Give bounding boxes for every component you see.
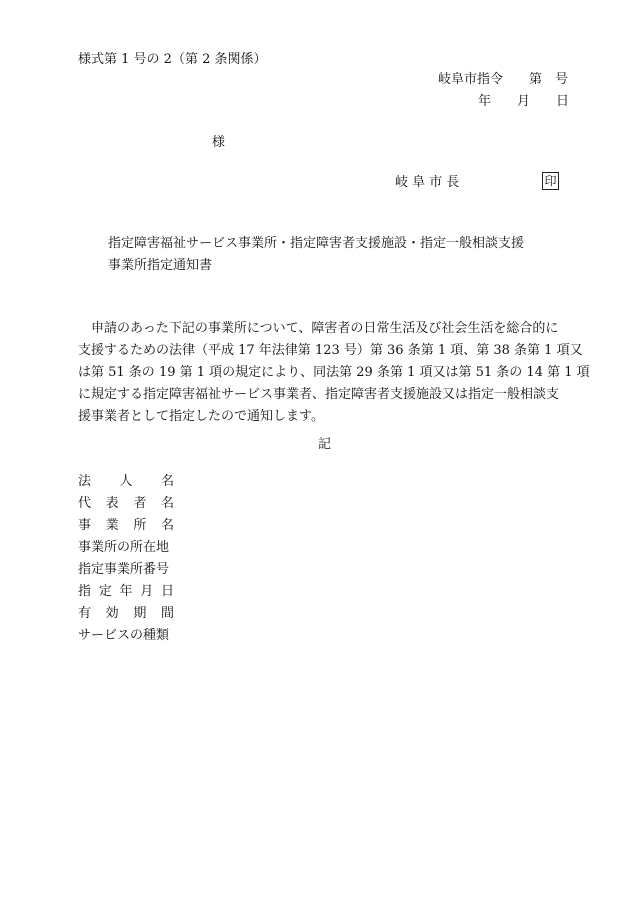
record-item-label [78,607,174,620]
record-item-label [78,585,174,598]
issuer-name: 岐 阜 市 長 [395,175,460,190]
record-item-label [78,519,174,532]
issue-date-line: 年 月 日 [478,94,570,109]
record-item-label-char: 代 [78,496,92,511]
record-item-label [78,475,174,488]
record-item-label-char: 業 [105,518,119,533]
record-item-label-char: 指 [78,584,92,599]
addressee-honorific: 様 [212,135,226,150]
record-item-label-char: 日 [160,584,174,599]
record-item-label-char: 者 [133,496,147,511]
record-item-label-char: 効 [105,606,119,621]
order-number-line: 岐阜市指令 第 号 [438,72,569,87]
record-item-label [78,629,174,642]
record-item-label-char: サービスの種類 [78,628,170,643]
record-item-label-char: 定 [98,584,112,599]
body-line: に規定する指定障害福祉サービス事業者、指定障害者支援施設又は指定一般相談支 [78,387,560,402]
record-item-label-char: 間 [160,606,174,621]
record-item-label-char: 期 [133,606,147,621]
record-item-label-char: 人 [119,474,133,489]
record-item-label [78,541,174,554]
document-title-line-1: 指定障害福祉サービス事業所・指定障害者支援施設・指定一般相談支援 [108,236,525,251]
body-line: 援事業者として指定したので通知します。 [78,409,324,424]
record-item-label-char: 月 [140,584,154,599]
form-number: 様式第 1 号の 2（第 2 条関係） [78,52,267,67]
record-item-label-char: 名 [160,518,174,533]
body-line: 支援するための法律（平成 17 年法律第 123 号）第 36 条第 1 項、第 38 条第 1 項又 [78,343,583,358]
document-title-line-2: 事業所指定通知書 [108,258,213,273]
record-item-label-char: 事 [78,518,92,533]
record-item-label-char: 名 [160,496,174,511]
record-item-label-char: 所 [133,518,147,533]
record-item-label-char: 表 [105,496,119,511]
body-line: 申請のあった下記の事業所について、障害者の日常生活及び社会生活を総合的に [78,321,559,336]
record-item-label-char: 名 [160,474,174,489]
record-item-label [78,497,174,510]
record-heading: 記 [318,437,332,452]
record-item-label-char: 法 [78,474,92,489]
record-item-label-char: 有 [78,606,92,621]
notice-body [78,318,590,428]
record-item-label-char: 指定事業所番号 [78,562,170,577]
body-line: は第 51 条の 19 第 1 項の規定により、同法第 29 条第 1 項又は第 51 条の 14 第 1 項 [78,365,590,380]
record-item-label-char: 年 [119,584,133,599]
record-item-label [78,563,174,576]
record-item-label-char: 事業所の所在地 [78,540,170,555]
official-seal-mark: 印 [542,172,559,190]
